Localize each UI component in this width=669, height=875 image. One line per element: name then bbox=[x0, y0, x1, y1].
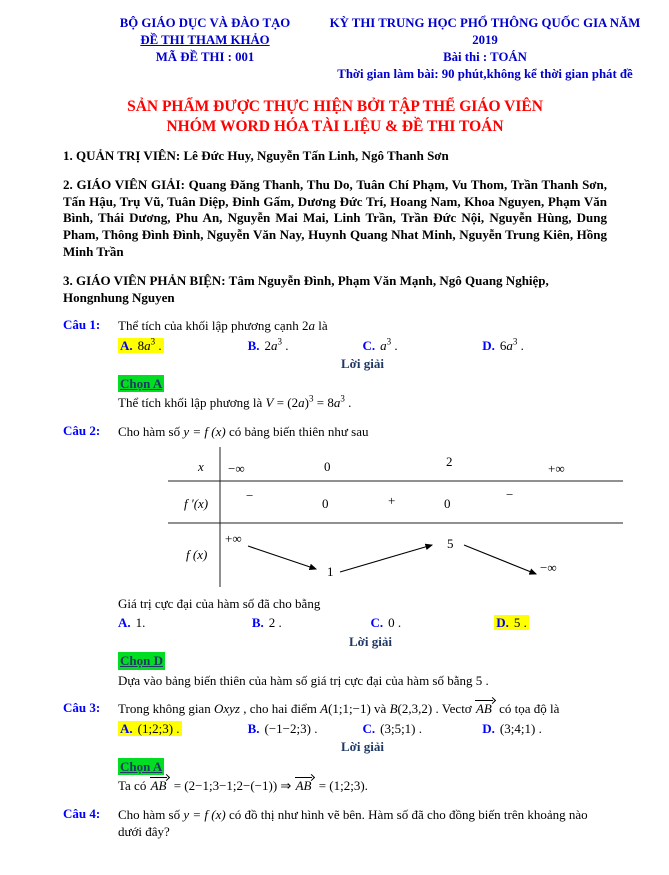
x-value-0: 0 bbox=[324, 459, 331, 475]
section-admins: 1. QUẢN TRỊ VIÊN: Lê Đức Huy, Nguyễn Tấn Linh, Ngô Thanh Sơn bbox=[63, 148, 449, 163]
sign-plus: + bbox=[388, 493, 396, 509]
sign-minus-2: − bbox=[506, 487, 514, 503]
banner-line-1: SẢN PHẨM ĐƯỢC THỰC HIỆN BỞI TẬP THỂ GIÁO VIÊN bbox=[127, 98, 543, 115]
question-4 bbox=[63, 806, 607, 841]
x-value-neg-inf: −∞ bbox=[228, 461, 245, 477]
question-2-number: Câu 2: bbox=[63, 422, 101, 438]
table-row-fprime-label: f ′(x) bbox=[184, 496, 209, 512]
option-letter: D. bbox=[496, 615, 509, 631]
banner-line-2: NHÓM WORD HÓA TÀI LIỆU & ĐỀ THI TOÁN bbox=[166, 117, 504, 135]
table-row-x-label: x bbox=[198, 459, 204, 475]
vector-ab: AB bbox=[295, 778, 312, 794]
option-b: B. $2a^3$ . bbox=[247, 336, 289, 353]
chon-label: Chọn D bbox=[120, 653, 163, 669]
option-d: D. $6a^3$ . bbox=[482, 336, 524, 353]
loi-giai-label: Lời giải bbox=[341, 356, 384, 372]
option-d: D. (3;4;1) . bbox=[482, 720, 542, 736]
option-c: C. 0 . bbox=[370, 615, 402, 631]
question-1-solution: Thể tích khối lập phương là $V = (2a)^3 = 8a^3$ . bbox=[118, 394, 352, 411]
variation-table-figure bbox=[168, 447, 623, 587]
section-solvers: 2. GIÁO VIÊN GIẢI: Quang Đăng Thanh, Thu Do, Tuân Chí Phạm, Vu Thom, Trần Thanh Sơn, Tấn Hậu, Trụ Vũ, Tuân Diệp, Đinh Gấm, Dương Đức Trí, Hoang Nam, Khoa Nguyen, Phạm Văn Bình, Thái Dương, Phu An, Nguyễn Mai Mai, Linh Trần, Trần Đức Nội, Nguyễn Hùng, Dung Pham, Thông Đình Đình, Nguyễn Văn Nay, Huynh Quang Nhat Minh, Nguyễn Trung Kiên, Hồng Minh Trần bbox=[63, 176, 607, 259]
table-row-f-label: f (x) bbox=[186, 547, 208, 563]
duration-line: Thời gian làm bài: 90 phút,không kể thời gian phát đề bbox=[337, 67, 633, 81]
question-1-options bbox=[118, 337, 607, 355]
question-2-solution: Dựa vào bảng biến thiên của hàm số giá trị cực đại của hàm số bằng 5 . bbox=[118, 672, 489, 688]
option-letter: A. bbox=[118, 615, 131, 631]
f-value-1: 1 bbox=[327, 564, 334, 580]
question-3-stem: Trong không gian Oxyz , cho hai điểm A(1;1;−1) và B(2,3,2) . Vectơ AB có tọa độ là bbox=[118, 701, 560, 717]
chon-label: Chọn A bbox=[120, 758, 163, 774]
correct-answer-highlight: A. $8a^3$ . bbox=[120, 336, 162, 353]
loi-giai-label: Lời giải bbox=[349, 633, 392, 649]
option-letter: B. bbox=[247, 720, 260, 736]
option-letter: A. bbox=[120, 337, 133, 353]
vector-ab: AB bbox=[150, 778, 167, 794]
question-3-options bbox=[118, 720, 607, 738]
question-1-number: Câu 1: bbox=[63, 317, 101, 333]
sign-zero-1: 0 bbox=[322, 496, 329, 512]
document-header bbox=[63, 15, 645, 83]
f-value-5: 5 bbox=[447, 536, 454, 552]
f-value-pos-inf: +∞ bbox=[225, 531, 242, 547]
question-4-number: Câu 4: bbox=[63, 805, 101, 821]
question-1 bbox=[63, 317, 607, 412]
option-a: A. 1. bbox=[118, 615, 146, 631]
f-value-neg-inf: −∞ bbox=[540, 560, 557, 576]
option-a bbox=[118, 337, 248, 355]
chon-label: Chọn A bbox=[120, 375, 163, 391]
option-letter: C. bbox=[362, 337, 376, 353]
loi-giai-label: Lời giải bbox=[341, 739, 384, 755]
exam-type-line: ĐỀ THI THAM KHẢO bbox=[140, 33, 270, 47]
subject-line: Bài thi : TOÁN bbox=[443, 50, 527, 64]
x-value-2: 2 bbox=[446, 454, 453, 470]
question-4-stem: Cho hàm số y = f (x) có đồ thị như hình vẽ bên. Hàm số đã cho đồng biến trên khoảng nào dưới đây? bbox=[118, 806, 588, 840]
arrow-decreasing-1 bbox=[248, 546, 316, 569]
option-c: C. (3;5;1) . bbox=[362, 720, 423, 736]
banner-title bbox=[63, 97, 607, 136]
sign-minus-1: − bbox=[246, 488, 254, 504]
option-letter: D. bbox=[482, 337, 495, 353]
question-2-stem-continued: Giá trị cực đại của hàm số đã cho bằng bbox=[118, 595, 321, 611]
x-value-pos-inf: +∞ bbox=[548, 461, 565, 477]
section-reviewers: 3. GIÁO VIÊN PHẢN BIỆN: Tâm Nguyễn Đình, Phạm Văn Mạnh, Ngô Quang Nghiệp, Hongnhung Nguyen bbox=[63, 272, 549, 305]
correct-answer-highlight: A. (1;2;3) . bbox=[120, 720, 180, 736]
header-left-block bbox=[85, 15, 325, 83]
ministry-line: BỘ GIÁO DỤC VÀ ĐÀO TẠO bbox=[119, 16, 291, 30]
question-1-stem: Thể tích của khối lập phương cạnh 2a là bbox=[118, 318, 328, 334]
option-d bbox=[494, 614, 623, 632]
question-2-stem: Cho hàm số y = f (x) có bảng biến thiên như sau bbox=[118, 423, 369, 439]
option-letter: C. bbox=[362, 720, 376, 736]
arrow-decreasing-2 bbox=[464, 545, 536, 574]
arrow-increasing bbox=[340, 545, 432, 572]
exam-code-line: MÃ ĐỀ THI : 001 bbox=[155, 50, 255, 64]
option-c: C. $a^3$ . bbox=[362, 336, 398, 353]
option-letter: D. bbox=[482, 720, 495, 736]
variation-table bbox=[168, 447, 623, 592]
option-letter: B. bbox=[251, 615, 264, 631]
question-2 bbox=[63, 423, 607, 690]
correct-answer-highlight: D. 5 . bbox=[496, 615, 527, 631]
option-b: B. (−1−2;3) . bbox=[247, 720, 318, 736]
option-b: B. 2 . bbox=[251, 615, 282, 631]
question-3-solution: Ta có AB = (2−1;3−1;2−(−1)) ⇒ AB = (1;2;3). bbox=[118, 778, 368, 794]
option-letter: A. bbox=[120, 720, 133, 736]
exam-title-line: KỲ THI TRUNG HỌC PHỔ THÔNG QUỐC GIA NĂM 2019 bbox=[329, 16, 641, 47]
option-letter: C. bbox=[370, 615, 384, 631]
sign-zero-2: 0 bbox=[444, 496, 451, 512]
vector-ab: AB bbox=[475, 701, 492, 717]
question-2-options bbox=[118, 614, 623, 632]
header-right-block bbox=[325, 15, 645, 83]
option-letter: B. bbox=[247, 337, 260, 353]
question-3 bbox=[63, 700, 607, 795]
option-a bbox=[118, 720, 248, 738]
question-3-number: Câu 3: bbox=[63, 700, 101, 716]
